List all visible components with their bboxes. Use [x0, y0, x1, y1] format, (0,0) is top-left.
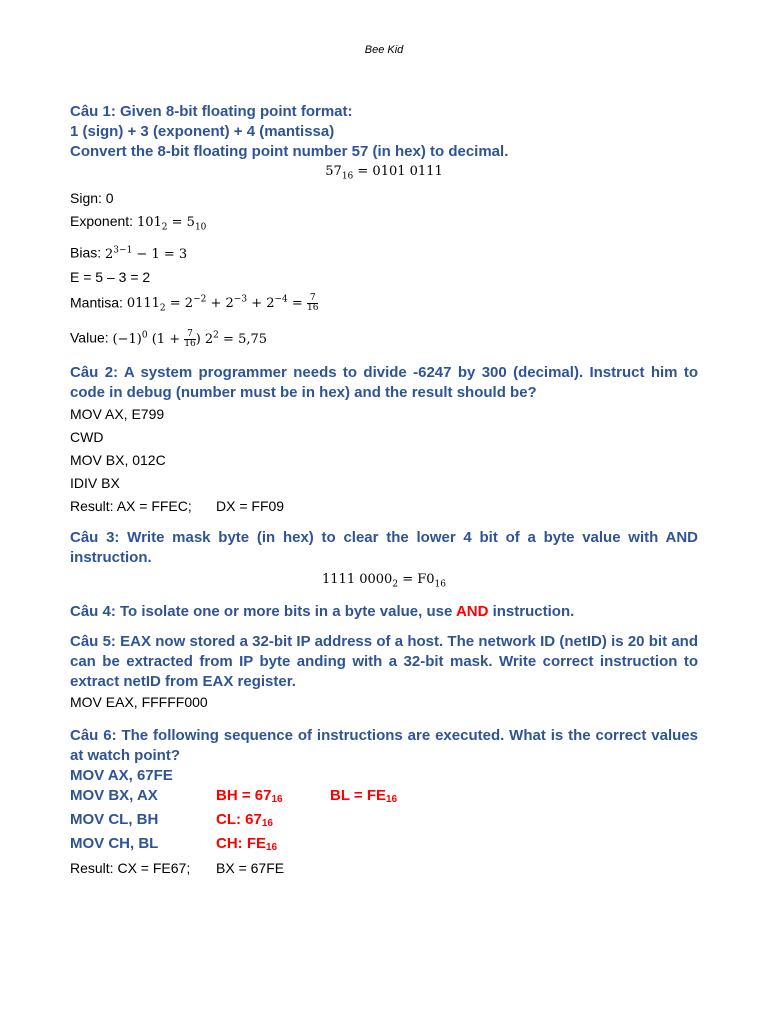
q6-result-cx: Result: CX = FE67;	[70, 860, 191, 877]
q6-title: Câu 6: The following sequence of instructions are executed. What is the correct values at watch point?	[70, 727, 698, 765]
q5-answer: MOV EAX, FFFFF000	[70, 694, 208, 711]
fraction-7-16-value: $\frac{7}{16}$	[184, 328, 196, 349]
page-header-author: Bee Kid	[364, 44, 404, 56]
q1-bias: Bias: $2^{3-1} - 1 = 3$	[70, 244, 188, 262]
q2-code-line: CWD	[70, 428, 104, 445]
document-body	[70, 102, 698, 878]
q1-title-line-1: Câu 1: Given 8-bit floating point format:	[70, 103, 353, 120]
q4-title: Câu 4: To isolate one or more bits in a byte value, use AND instruction.	[70, 603, 575, 621]
q6-code-row: MOV CL, BH CL: $67_{16}$	[70, 811, 273, 830]
q1-title-line-2: 1 (sign) + 3 (exponent) + 4 (mantissa)	[70, 123, 335, 140]
q1-sign: Sign: 0	[70, 189, 114, 206]
q2-title: Câu 2: A system programmer needs to divide -6247 by 300 (decimal). Instruct him to code in debug (number must be in hex) and the result should be?	[70, 363, 698, 401]
q1-title-line-3: Convert the 8-bit floating point number 57 (in hex) to decimal.	[70, 143, 509, 160]
q2-code-line: MOV BX, 012C	[70, 451, 166, 468]
q4-answer-highlight: AND	[455, 603, 489, 621]
q6-result	[70, 858, 698, 878]
q2-code-line: IDIV BX	[70, 474, 120, 491]
q5-title: Câu 5: EAX now stored a 32-bit IP address of a host. The network ID (netID) is 20 bit and can be extracted from IP byte anding with a 32-bit mask. Write correct instruction to extract netID from EAX register.	[70, 633, 698, 691]
q2-result-ax: Result: AX = FFEC;	[70, 497, 192, 514]
q6-code-row: MOV BX, AX BH = $67_{16}$ BL = $FE_{16}$	[70, 787, 398, 806]
q3-title: Câu 3: Write mask byte (in hex) to clear the lower 4 bit of a byte value with AND instruction.	[70, 528, 698, 566]
fraction-7-16: $\frac{7}{16}$	[306, 292, 319, 313]
q6-code-row: MOV CH, BL CH: $FE_{16}$	[70, 835, 278, 854]
q6-result-bx: BX = 67FE	[216, 860, 285, 877]
q1-hex-conversion: $57_{16} = 0101$ 0111	[325, 164, 443, 182]
q6-code-row: MOV AX, 67FE	[70, 767, 173, 785]
q2-code-line: MOV AX, E799	[70, 405, 165, 422]
q1-mantisa: Mantisa: $0111_2 = 2^{-2} + 2^{-3} + 2^{-4}$ = $\frac{7}{16}$	[70, 292, 319, 314]
q1-value: Value: $(-1)^0$ (1 + $\frac{7}{16}$ ) $2^2 = 5,75$	[70, 328, 268, 349]
q2-result-dx: DX = FF09	[216, 497, 285, 514]
q2-result	[70, 495, 698, 518]
q1-exponent: Exponent: $101_2 = 5_{10}$	[70, 212, 207, 233]
q3-mask: 1111 $0000_2 = F0_{16}$	[322, 571, 446, 590]
q1-e: E = 5 – 3 = 2	[70, 268, 151, 285]
